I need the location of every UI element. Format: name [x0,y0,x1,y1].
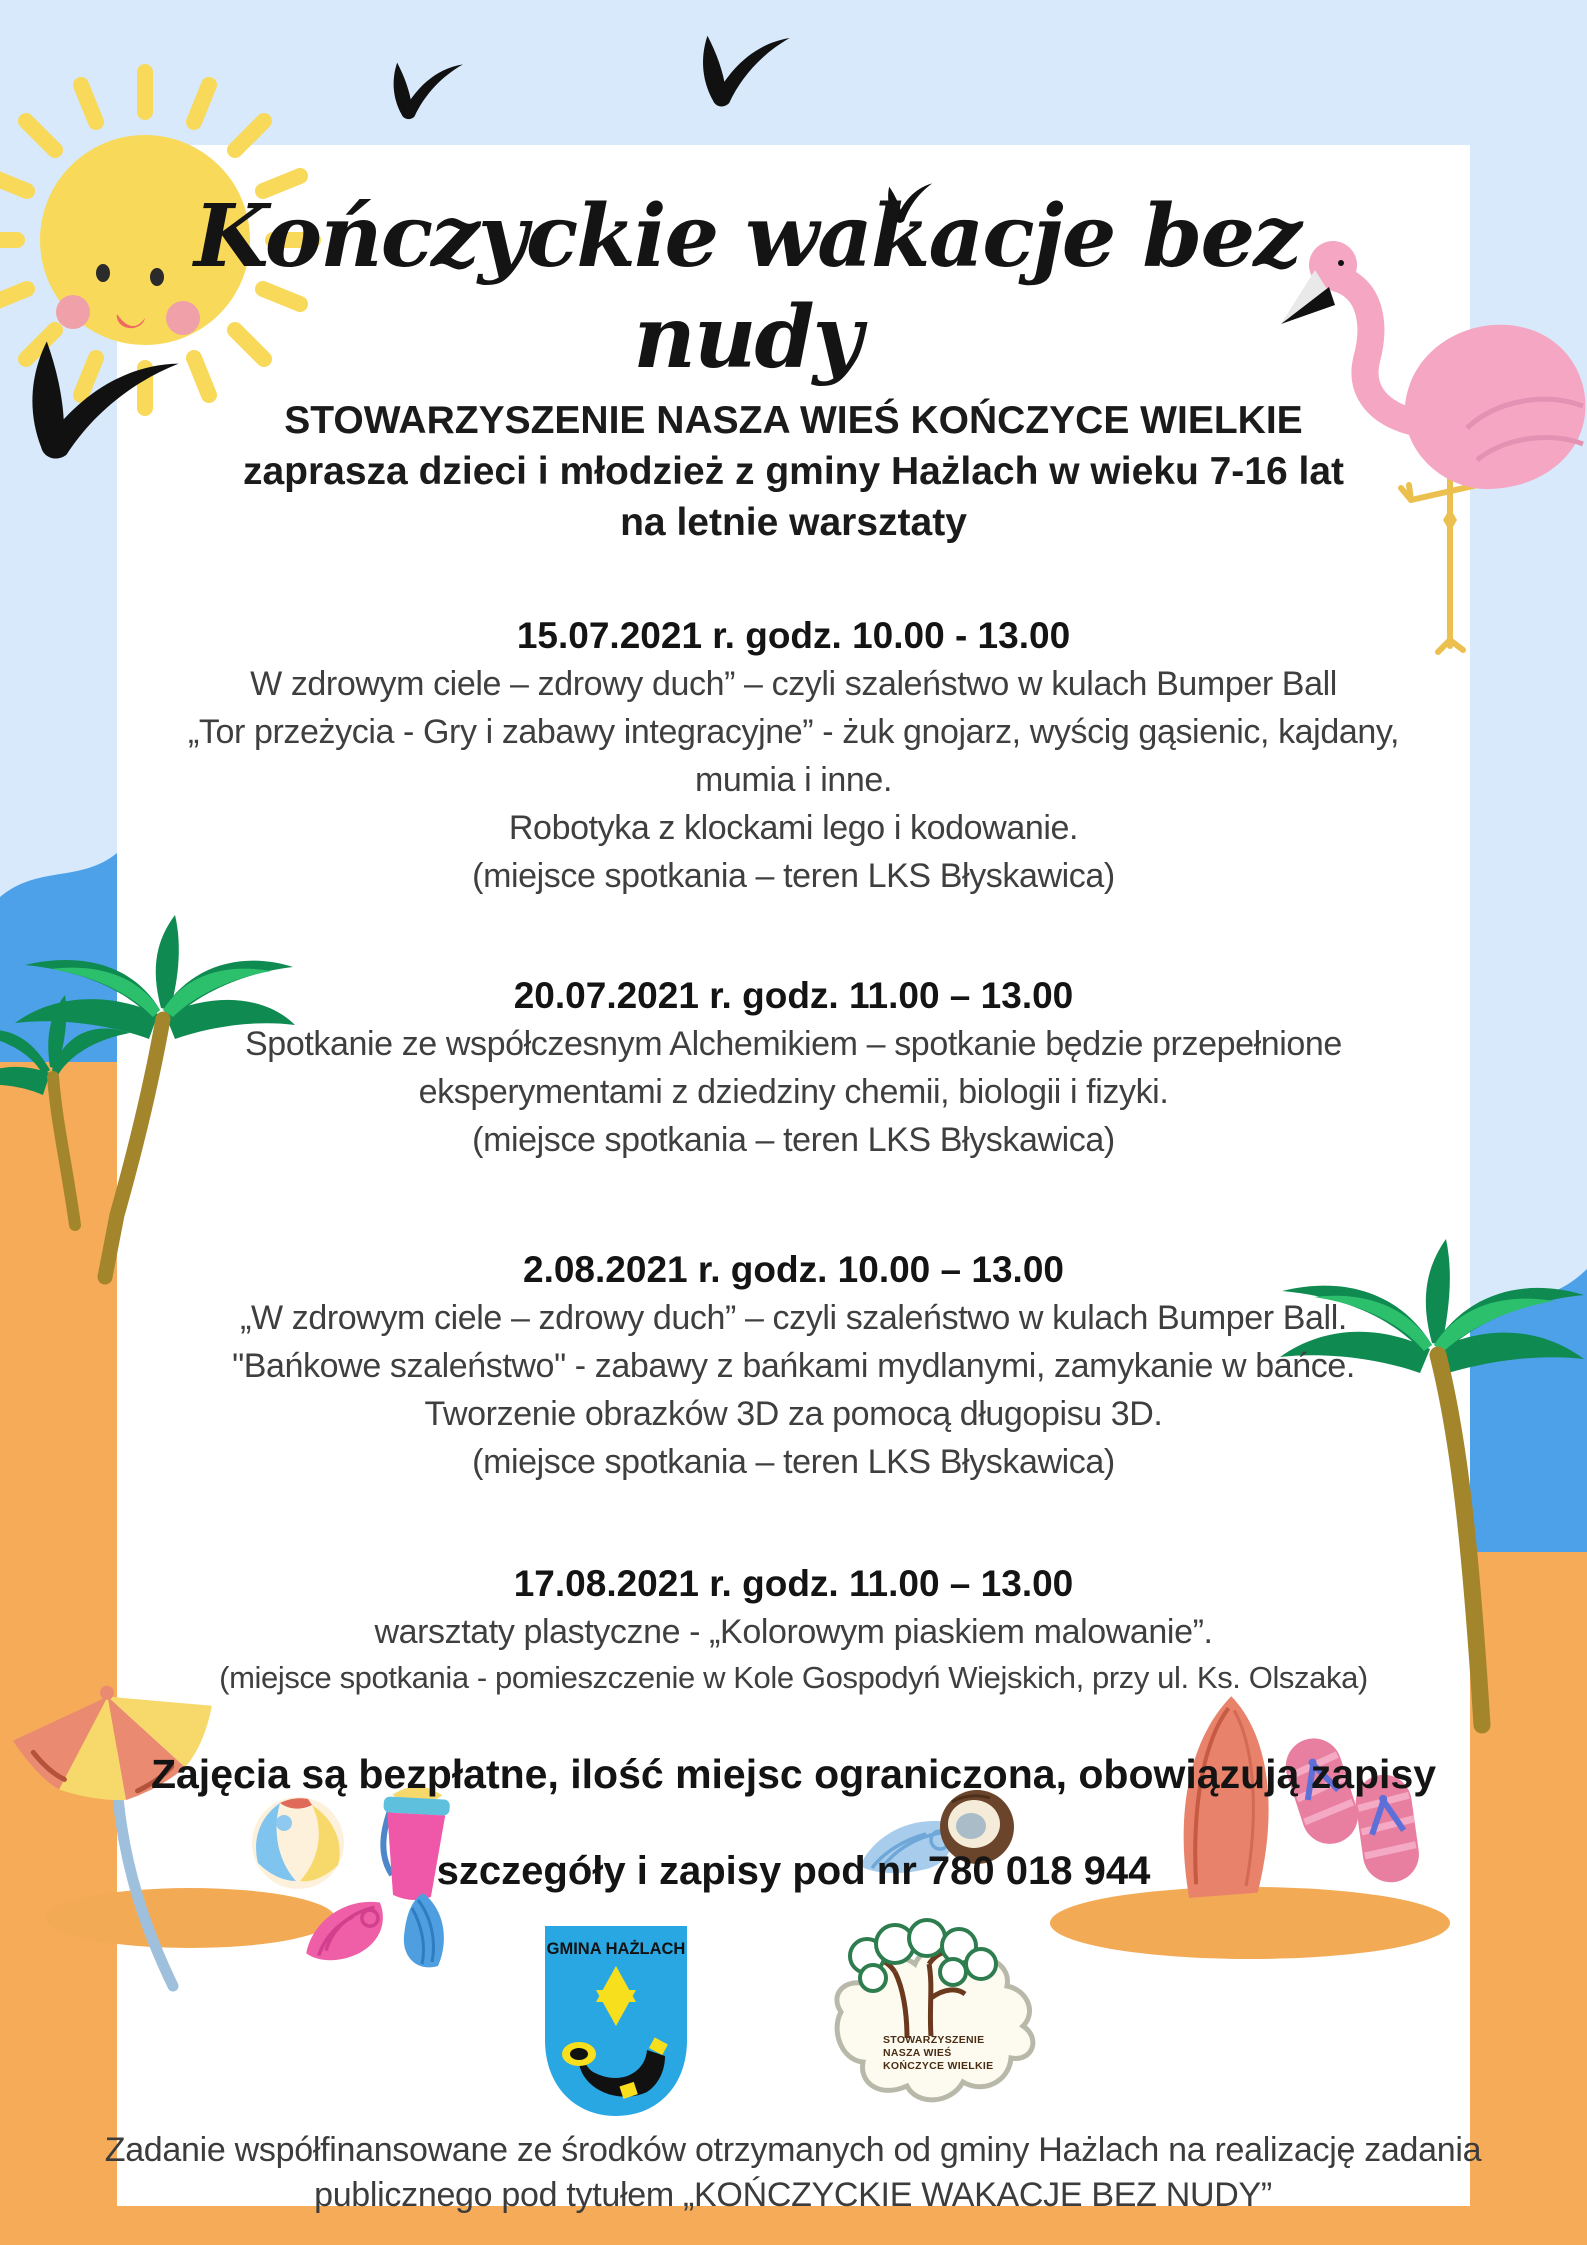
seagull-icon [372,58,468,122]
association-logo-art [811,1916,1046,2126]
event-description-line: „Tor przeżycia - Gry i zabawy integracyjne” - żuk gnojarz, wyścig gąsienic, kajdany, [187,713,1399,751]
main-text-column [117,395,1470,2126]
event-description-line: Tworzenie obrazków 3D za pomocą długopisu 3D. [424,1395,1163,1433]
event-datetime: 17.08.2021 r. godz. 11.00 – 13.00 [513,1563,1074,1604]
event-description-line: „W zdrowym ciele – zdrowy duch” – czyli szaleństwo w kulach Bumper Ball. [240,1299,1347,1337]
event-block [117,612,1470,900]
event-description-line: warsztaty plastyczne - „Kolorowym piaskiem malowanie”. [374,1613,1213,1651]
free-admission-note: Zajęcia są bezpłatne, ilość miejsc ograniczona, obowiązują zapisy [150,1751,1437,1797]
registration-phone-note: szczegóły i zapisy pod nr 780 018 944 [436,1849,1151,1893]
event-block [117,972,1470,1164]
event-description-line: W zdrowym ciele – zdrowy duch” – czyli szaleństwo w kulach Bumper Ball [250,665,1337,703]
event-block [117,1560,1470,1700]
event-location-line: (miejsce spotkania – teren LKS Błyskawica) [472,857,1115,895]
event-datetime: 2.08.2021 r. godz. 10.00 – 13.00 [523,1249,1064,1290]
event-description-line: eksperymentami z dziedziny chemii, biologii i fizyki. [418,1073,1169,1111]
page-title: Kończyckie wakacje bez nudy [193,186,1301,388]
association-label-line: STOWARZYSZENIE [883,2034,985,2046]
event-datetime: 20.07.2021 r. godz. 11.00 – 13.00 [513,975,1074,1016]
event-location-line: (miejsce spotkania – teren LKS Błyskawica) [472,1121,1115,1159]
event-datetime: 15.07.2021 r. godz. 10.00 - 13.00 [516,615,1071,656]
invitation-line: na letnie warsztaty [620,501,967,544]
association-logo [811,1916,1046,2126]
organizer-name: STOWARZYSZENIE NASZA WIEŚ KOŃCZYCE WIELKIE [284,399,1303,442]
crest-label: GMINA HAŻLACH [546,1940,686,1958]
association-label-line: NASZA WIEŚ [883,2047,952,2059]
event-description-line: Robotyka z klockami lego i kodowanie. [508,809,1079,847]
seagull-icon [668,30,804,110]
gmina-hazlach-crest [541,1922,691,2120]
event-description-line: Spotkanie ze współczesnym Alchemikiem – spotkanie będzie przepełnione [245,1025,1342,1063]
event-location-line: (miejsce spotkania – teren LKS Błyskawica) [472,1443,1115,1481]
logos-row [117,1916,1470,2126]
funding-footer: Zadanie współfinansowane ze środków otrzymanych od gminy Hażlach na realizację zadania publicznego pod tytułem „KOŃCZYCKIE WAKACJE BEZ NUDY” [104,2131,1482,2214]
event-block [117,1246,1470,1486]
invitation-line: zaprasza dzieci i młodzież z gminy Hażlach w wieku 7-16 lat [242,450,1345,493]
event-description-line: "Bańkowe szaleństwo" - zabawy z bańkami mydlanymi, zamykanie w bańce. [232,1347,1355,1385]
event-description-line: mumia i inne. [695,761,892,799]
association-label [883,2034,1003,2073]
association-label-line: KOŃCZYCE WIELKIE [883,2060,994,2072]
event-location-line: (miejsce spotkania - pomieszczenie w Kole Gospodyń Wiejskich, przy ul. Ks. Olszaka) [219,1660,1368,1695]
